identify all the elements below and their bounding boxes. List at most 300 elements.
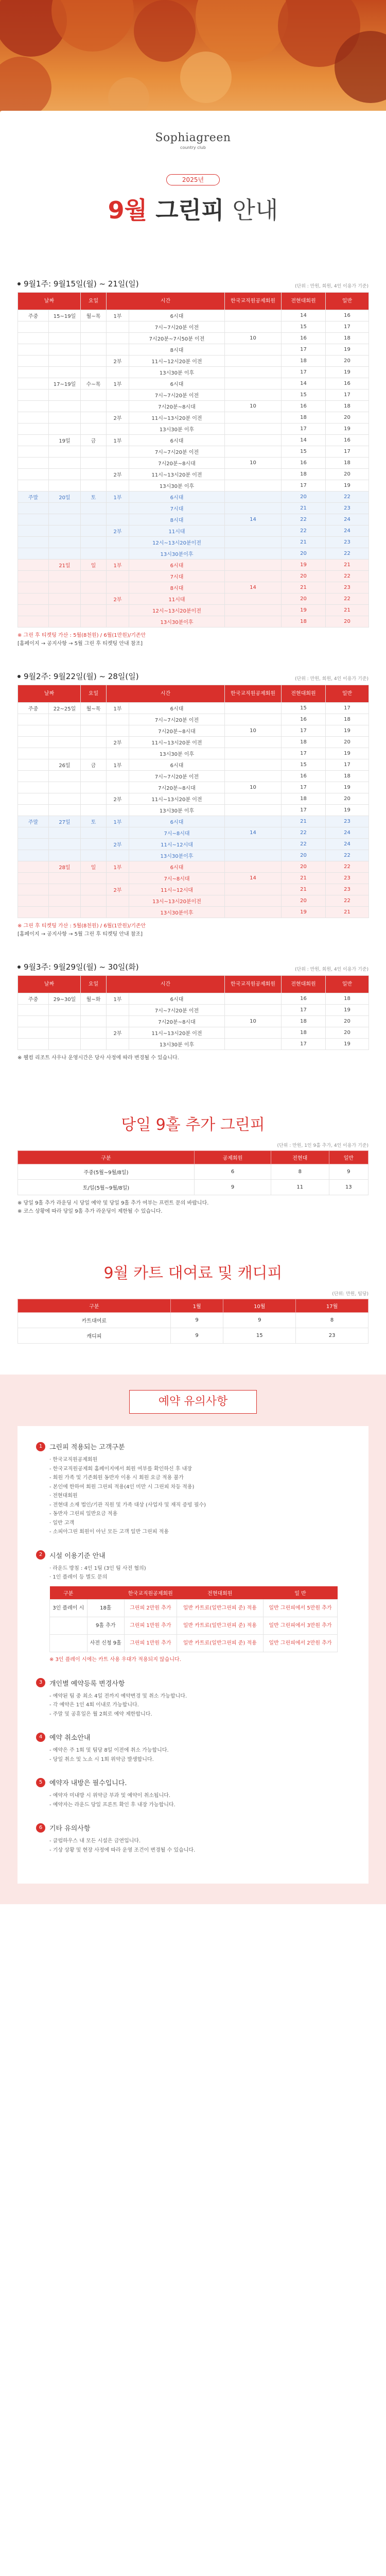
cell-member [225, 605, 282, 616]
cell-date: 26일 [49, 759, 81, 771]
cell-general: 24 [326, 514, 369, 526]
notice-line: - 주말 및 공휴일은 월 2회로 예약 제한합니다. [49, 1711, 152, 1717]
notice-body-1 [49, 1455, 350, 1537]
table-row [18, 907, 369, 918]
cell-day [81, 446, 107, 457]
cell-time: 7시~7시20분 이전 [129, 714, 225, 725]
cell-part: 1부 [107, 435, 129, 446]
cell-member [225, 503, 282, 514]
week3-title: 9월3주: 9월29일(월) ~ 30일(화) [17, 961, 139, 972]
notice-body-2: · 라운드 방침 : 4인 1팀 (3인 팀 사전 협의) · 1인 플레이 등 별도 문의 [49, 1565, 146, 1580]
cell-date [49, 839, 81, 850]
notice-body-5 [49, 1791, 350, 1809]
cell-part: 1부 [107, 560, 129, 571]
table-row [18, 355, 369, 367]
table-row [18, 480, 369, 492]
cell-local: 15 [282, 759, 326, 771]
cell-member [225, 548, 282, 560]
table-row [18, 895, 369, 907]
table-header-row [18, 976, 369, 993]
cell-general: 17 [326, 446, 369, 457]
cell-general: 19 [326, 782, 369, 793]
cell-time: 12시~13시20분이전 [129, 605, 225, 616]
week1-section [0, 278, 386, 648]
table-cell: 8 [271, 1164, 329, 1180]
cell-day: 토 [81, 492, 107, 503]
header-local: 전현대회원 [282, 293, 326, 310]
cell-date [49, 594, 81, 605]
table-row [18, 321, 369, 333]
cell-day [81, 782, 107, 793]
cell-time: 13시30분 이후 [129, 423, 225, 435]
table-row [18, 389, 369, 401]
cell-local: 22 [282, 526, 326, 537]
cell-general: 21 [326, 605, 369, 616]
cell-part: 2부 [107, 355, 129, 367]
cell-day [81, 548, 107, 560]
cell-part [107, 748, 129, 759]
cell-day [81, 884, 107, 895]
cell-period [18, 714, 49, 725]
cell-part [107, 1016, 129, 1027]
cell-general: 23 [326, 884, 369, 895]
table-cell: 일반 카트료(일반그린피 준) 적용 [177, 1617, 263, 1635]
cell-part: 2부 [107, 526, 129, 537]
cell-date: 19일 [49, 435, 81, 446]
notice-item-4: 4 예약 취소안내 [36, 1732, 350, 1742]
notice-card [17, 1426, 369, 1884]
cell-period [18, 503, 49, 514]
cell-part: 2부 [107, 737, 129, 748]
notice-section [0, 1375, 386, 1904]
cell-local: 15 [282, 389, 326, 401]
cell-day [81, 1039, 107, 1050]
table-row [18, 1039, 369, 1050]
cell-time: 11시~12시20분 이전 [129, 355, 225, 367]
cell-date [49, 850, 81, 861]
cell-member [225, 839, 282, 850]
cell-part [107, 389, 129, 401]
table-header-row [18, 685, 369, 703]
cell-day [81, 389, 107, 401]
table-cell: 9 [170, 1328, 223, 1344]
table-row [18, 560, 369, 571]
cell-local: 16 [282, 333, 326, 344]
cell-day [81, 907, 107, 918]
table-row [18, 378, 369, 389]
cell-member [225, 469, 282, 480]
table-cell: 주중(5월~9월/8일) [18, 1164, 195, 1180]
table-row [50, 1635, 338, 1652]
cell-general: 21 [326, 560, 369, 571]
cell-general: 24 [326, 526, 369, 537]
cell-general: 19 [326, 805, 369, 816]
table-cell: 6 [195, 1164, 271, 1180]
cell-time: 7시대 [129, 503, 225, 514]
cell-local: 21 [282, 873, 326, 884]
cell-local: 17 [282, 805, 326, 816]
cell-general: 16 [326, 310, 369, 321]
cell-local: 15 [282, 446, 326, 457]
cell-part [107, 571, 129, 582]
cell-period [18, 793, 49, 805]
cell-local: 14 [282, 378, 326, 389]
cell-member [225, 884, 282, 895]
cell-period [18, 514, 49, 526]
cell-local: 17 [282, 1039, 326, 1050]
cell-part: 1부 [107, 816, 129, 827]
cell-member [225, 355, 282, 367]
notice-line: - 당일 취소 및 노쇼 시 1회 위약금 발생합니다. [49, 1756, 154, 1762]
header-cell: 17월 [296, 1299, 369, 1313]
cell-local: 15 [282, 703, 326, 714]
cell-period [18, 560, 49, 571]
cell-member [225, 895, 282, 907]
cell-date [49, 582, 81, 594]
cell-local: 20 [282, 492, 326, 503]
cell-member [225, 993, 282, 1005]
cell-local: 20 [282, 850, 326, 861]
cell-period [18, 378, 49, 389]
cell-day [81, 355, 107, 367]
cell-part: 1부 [107, 703, 129, 714]
cell-period [18, 1016, 49, 1027]
cell-date [49, 469, 81, 480]
cell-part: 1부 [107, 378, 129, 389]
cell-member [225, 793, 282, 805]
cell-member: 14 [225, 873, 282, 884]
cell-general: 24 [326, 827, 369, 839]
cell-time: 6시대 [129, 435, 225, 446]
bullet-icon [17, 965, 21, 969]
table-row [18, 469, 369, 480]
cell-general: 22 [326, 895, 369, 907]
cell-local: 21 [282, 816, 326, 827]
cell-general: 19 [326, 725, 369, 737]
cell-member: 10 [225, 782, 282, 793]
number-icon: 1 [36, 1442, 45, 1451]
cell-part [107, 782, 129, 793]
cell-period [18, 605, 49, 616]
cell-local: 21 [282, 884, 326, 895]
cell-member: 10 [225, 333, 282, 344]
cell-part [107, 805, 129, 816]
cell-date [49, 884, 81, 895]
table-row [18, 571, 369, 582]
cell-day [81, 526, 107, 537]
cell-date [49, 771, 81, 782]
cell-member: 10 [225, 457, 282, 469]
table-cell: 18홀 [87, 1600, 125, 1617]
cell-period [18, 548, 49, 560]
cell-member [225, 344, 282, 355]
cell-day [81, 582, 107, 594]
header-general: 일반 [326, 976, 369, 993]
cell-member: 14 [225, 514, 282, 526]
cell-day [81, 895, 107, 907]
cell-local: 21 [282, 503, 326, 514]
cell-time: 13시30분 이후 [129, 805, 225, 816]
cell-time: 13시30분이후 [129, 548, 225, 560]
notice-line: · 전현대회원 [49, 1493, 78, 1499]
cell-part [107, 714, 129, 725]
table-cell: 3인 플레이 시 [50, 1600, 87, 1617]
cell-period [18, 782, 49, 793]
cell-time: 7시20분~8시대 [129, 725, 225, 737]
cell-member: 10 [225, 725, 282, 737]
table-cell: 그린피 1만원 추가 [125, 1617, 177, 1635]
cell-period [18, 333, 49, 344]
cell-part [107, 771, 129, 782]
notice-line: - 소피아그린 회원이 아닌 모든 고객 일반 그린피 적용 [49, 1529, 169, 1535]
cell-part: 2부 [107, 884, 129, 895]
cell-general: 23 [326, 582, 369, 594]
number-icon: 3 [36, 1678, 45, 1687]
title-month: 9월 [108, 196, 148, 224]
cell-period [18, 457, 49, 469]
cell-part [107, 367, 129, 378]
cell-member: 14 [225, 582, 282, 594]
cart-title: 9월 카트 대여료 및 캐디피 [103, 1264, 283, 1282]
notice-line: - 각 예약은 1인 4회 이내로 가능합니다. [49, 1702, 139, 1708]
cell-date [49, 605, 81, 616]
cell-day [81, 850, 107, 861]
cell-day [81, 537, 107, 548]
table-cell: 13 [329, 1180, 368, 1195]
cell-time: 6시대 [129, 816, 225, 827]
table-header-row [50, 1586, 338, 1600]
cell-date: 27일 [49, 816, 81, 827]
cell-part [107, 1039, 129, 1050]
cell-member [225, 616, 282, 628]
table-header-row [18, 1151, 369, 1164]
cell-day: 월~화 [81, 993, 107, 1005]
cell-local: 17 [282, 480, 326, 492]
table-header-row [18, 1299, 369, 1313]
cell-time: 7시~8시대 [129, 827, 225, 839]
cell-time: 7시20분~8시대 [129, 401, 225, 412]
number-icon: 5 [36, 1778, 45, 1787]
notice-item-3: 3 개인별 예약등록 변경사항 [36, 1678, 350, 1688]
cell-local: 19 [282, 560, 326, 571]
cell-time: 13시30분 이후 [129, 1039, 225, 1050]
cell-member [225, 423, 282, 435]
cell-day: 금 [81, 435, 107, 446]
cell-time: 8시대 [129, 582, 225, 594]
cell-date: 22~25일 [49, 703, 81, 714]
cell-period [18, 725, 49, 737]
header-cell [87, 1586, 125, 1600]
cell-general: 20 [326, 1027, 369, 1039]
cell-general: 24 [326, 839, 369, 850]
add-nine-title: 당일 9홀 추가 그린피 [121, 1116, 265, 1134]
week3-note: (단위 : 만원, 회원, 4인 이용가 기준) [295, 967, 369, 972]
cell-general: 20 [326, 469, 369, 480]
table-row [18, 537, 369, 548]
cell-period [18, 389, 49, 401]
week2-section [0, 671, 386, 939]
table-row [18, 805, 369, 816]
cell-general: 20 [326, 1016, 369, 1027]
cell-time: 11시~12시대 [129, 884, 225, 895]
cell-general: 16 [326, 435, 369, 446]
cell-local: 16 [282, 457, 326, 469]
header-cell: 구분 [50, 1586, 87, 1600]
cell-time: 7시~7시20분 이전 [129, 1005, 225, 1016]
cell-date [49, 526, 81, 537]
cell-member [225, 435, 282, 446]
cell-date: 28일 [49, 861, 81, 873]
cell-general: 18 [326, 333, 369, 344]
cell-period [18, 805, 49, 816]
cell-time: 7시~7시20분 이전 [129, 321, 225, 333]
cell-part [107, 895, 129, 907]
cell-period [18, 423, 49, 435]
cell-part [107, 582, 129, 594]
cell-date: 21일 [49, 560, 81, 571]
table-cell: 일반 그린피에서 5만원 추가 [263, 1600, 337, 1617]
cell-day [81, 401, 107, 412]
table-cell: 9 [329, 1164, 368, 1180]
table-row [18, 850, 369, 861]
cell-period [18, 759, 49, 771]
cell-member [225, 412, 282, 423]
cell-day: 일 [81, 861, 107, 873]
cell-time: 11시~13시20분 이전 [129, 412, 225, 423]
notice-line: - 회원 가족 및 기존회원 동반자 이용 시 회원 요금 적용 불가 [49, 1475, 184, 1481]
cell-part [107, 446, 129, 457]
cell-day: 월~목 [81, 703, 107, 714]
notice-line: · 한국교직원공제회원 [49, 1457, 98, 1463]
table-row [18, 435, 369, 446]
cell-time: 7시~7시20분 이전 [129, 389, 225, 401]
table-row [18, 344, 369, 355]
table-cell: 23 [296, 1328, 369, 1344]
table-row [18, 771, 369, 782]
cell-time: 8시대 [129, 344, 225, 355]
notice-heading: 예약 유의사항 [129, 1390, 257, 1414]
cell-general: 17 [326, 321, 369, 333]
header-day: 요일 [81, 293, 107, 310]
cell-general: 22 [326, 571, 369, 582]
cell-part [107, 333, 129, 344]
cell-local: 19 [282, 605, 326, 616]
cell-part: 2부 [107, 594, 129, 605]
week1-footnote: ※ 그린 후 티켓팅 가산 : 5월(8천원) / 6월(1만원)/기존안 [홈페이지 → 공지사항 → 5월 그린 후 티켓팅 안내 참조] [17, 633, 146, 647]
cell-period [18, 884, 49, 895]
notice-item-5: 5 예약자 내방은 필수입니다. [36, 1777, 350, 1787]
cell-date [49, 782, 81, 793]
cell-part [107, 725, 129, 737]
cell-period [18, 571, 49, 582]
cell-general: 18 [326, 993, 369, 1005]
table-row [18, 1027, 369, 1039]
table-row [18, 310, 369, 321]
table-row [18, 827, 369, 839]
table-row [18, 605, 369, 616]
cell-time: 13시30분 이후 [129, 748, 225, 759]
table-cell: 일반 카트료(일반그린피 준) 적용 [177, 1600, 263, 1617]
cell-day [81, 725, 107, 737]
table-cell: 일반 카트료(일반그린피 준) 적용 [177, 1635, 263, 1652]
cell-general: 17 [326, 389, 369, 401]
cell-date [49, 793, 81, 805]
cell-date [49, 367, 81, 378]
cell-local: 22 [282, 827, 326, 839]
cell-part [107, 605, 129, 616]
cell-time: 11시~13시20분 이전 [129, 469, 225, 480]
table-row [18, 793, 369, 805]
cell-general: 21 [326, 907, 369, 918]
header-member: 한국교직원공제회원 [225, 976, 282, 993]
notice-line: - 예약된 팀 중 최소 4일 전까지 예약변경 및 취소 가능합니다. [49, 1693, 187, 1699]
cell-day [81, 1005, 107, 1016]
logo-text: Sophiagreen [155, 131, 231, 144]
cell-time: 11시대 [129, 594, 225, 605]
cell-time: 6시대 [129, 861, 225, 873]
table-row [18, 526, 369, 537]
cell-general: 22 [326, 861, 369, 873]
cell-date [49, 333, 81, 344]
cell-member [225, 389, 282, 401]
cell-local: 21 [282, 537, 326, 548]
cell-local: 18 [282, 616, 326, 628]
table-cell: 카트대여료 [18, 1313, 171, 1328]
cell-part [107, 827, 129, 839]
table-row [18, 1164, 369, 1180]
cell-member [225, 1005, 282, 1016]
cell-local: 17 [282, 1005, 326, 1016]
cell-general: 20 [326, 793, 369, 805]
table-row [18, 782, 369, 793]
cell-general: 19 [326, 423, 369, 435]
header-cell: 한국교직원공제회원 [125, 1586, 177, 1600]
number-icon: 2 [36, 1550, 45, 1560]
cell-member [225, 771, 282, 782]
cell-member [225, 594, 282, 605]
cell-period [18, 537, 49, 548]
table-cell: 일반 그린피에서 2만원 추가 [263, 1635, 337, 1652]
notice-line: · 일반 고객 [49, 1520, 75, 1526]
cell-general: 23 [326, 537, 369, 548]
cell-member [225, 446, 282, 457]
cell-period: 주중 [18, 993, 49, 1005]
table-row [18, 333, 369, 344]
cell-general: 18 [326, 401, 369, 412]
header-day: 요일 [81, 976, 107, 993]
cell-time: 11시~12시대 [129, 839, 225, 850]
table-cell: 9 [170, 1313, 223, 1328]
table-row [18, 503, 369, 514]
cell-date [49, 480, 81, 492]
cell-time: 7시~8시대 [129, 873, 225, 884]
cell-period [18, 861, 49, 873]
cell-part: 2부 [107, 1027, 129, 1039]
cell-date [49, 571, 81, 582]
cell-member [225, 378, 282, 389]
cell-time: 7시20분~8시대 [129, 457, 225, 469]
table-cell: 9 [223, 1313, 296, 1328]
cell-day [81, 1027, 107, 1039]
cell-date [49, 827, 81, 839]
notice-line: - 클럽하우스 내 모든 시설은 금연입니다. [49, 1838, 141, 1844]
cell-member [225, 492, 282, 503]
bullet-icon [17, 675, 21, 678]
cell-general: 22 [326, 594, 369, 605]
cell-date [49, 1016, 81, 1027]
table-row [18, 446, 369, 457]
table-cell [50, 1635, 87, 1652]
